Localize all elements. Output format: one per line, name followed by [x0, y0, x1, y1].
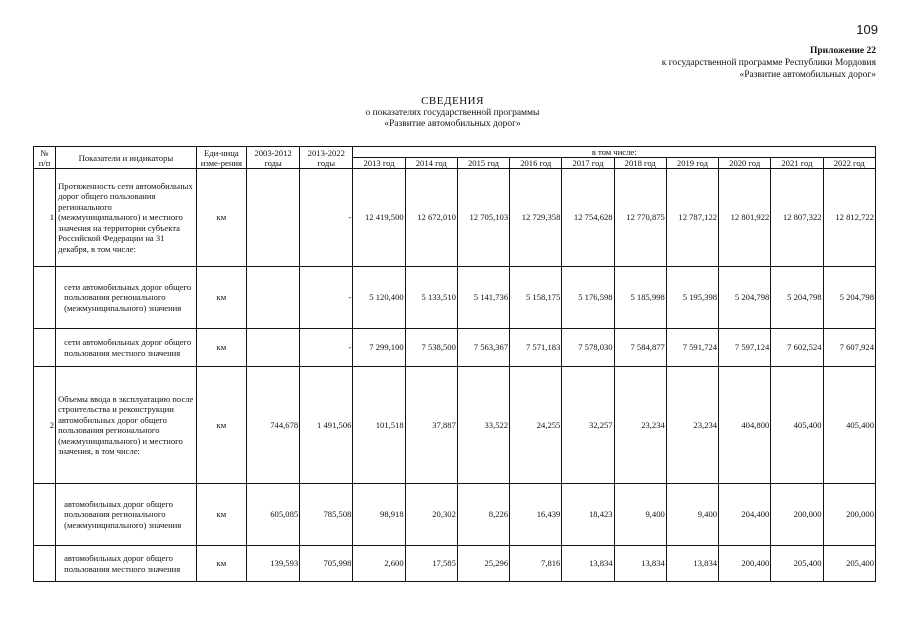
year-value: 7 538,500: [405, 329, 457, 367]
year-value: 2,600: [353, 546, 405, 582]
year-value: 32,257: [562, 367, 614, 484]
header-indicator: Показатели и индикаторы: [56, 147, 197, 169]
year-value: 7 578,030: [562, 329, 614, 367]
header-year: 2021 год: [771, 158, 823, 169]
header-year: 2016 год: [510, 158, 562, 169]
header-year: 2020 год: [719, 158, 771, 169]
row-number: [34, 484, 56, 546]
year-value: 5 158,175: [510, 267, 562, 329]
year-value: 7 602,524: [771, 329, 823, 367]
header-no: № п/п: [34, 147, 56, 169]
year-value: 8,226: [457, 484, 509, 546]
period-2003-2012-value: [246, 329, 299, 367]
year-value: 12 705,103: [457, 169, 509, 267]
year-value: 12 787,122: [666, 169, 718, 267]
document-heading: [0, 96, 905, 131]
year-value: 9,400: [666, 484, 718, 546]
appendix-title: Приложение 22: [809, 46, 876, 56]
indicator-name: автомобильных дорог общего пользования регионального (межмуниципального) значения: [56, 484, 197, 546]
year-value: 12 729,358: [510, 169, 562, 267]
appendix-line-1: к государственной программе Республики Мордовия: [661, 58, 876, 68]
year-value: 7 571,183: [510, 329, 562, 367]
year-value: 37,887: [405, 367, 457, 484]
year-value: 16,439: [510, 484, 562, 546]
year-value: 5 133,510: [405, 267, 457, 329]
period-2013-2022-value: -: [300, 169, 353, 267]
row-number: [34, 267, 56, 329]
row-number: [34, 329, 56, 367]
header-year: 2019 год: [666, 158, 718, 169]
year-value: 5 141,736: [457, 267, 509, 329]
year-value: 200,000: [771, 484, 823, 546]
year-value: 12 807,322: [771, 169, 823, 267]
year-value: 205,400: [771, 546, 823, 582]
header-year: 2017 год: [562, 158, 614, 169]
header-year: 2018 год: [614, 158, 666, 169]
unit-cell: км: [196, 329, 246, 367]
year-value: 101,518: [353, 367, 405, 484]
heading-line-1: о показателях государственной программы: [365, 107, 540, 118]
indicator-name: автомобильных дорог общего пользования местного значения: [56, 546, 197, 582]
year-value: 7 607,924: [823, 329, 875, 367]
year-value: 12 754,628: [562, 169, 614, 267]
year-value: 7 591,724: [666, 329, 718, 367]
table-row: [34, 546, 876, 582]
row-number: 1: [34, 169, 56, 267]
unit-cell: км: [196, 169, 246, 267]
period-2013-2022-value: 785,508: [300, 484, 353, 546]
heading-line-2: «Развитие автомобильных дорог»: [384, 119, 521, 129]
year-value: 5 120,400: [353, 267, 405, 329]
table-row: [34, 267, 876, 329]
indicator-name: Протяженность сети автомобильных дорог общего пользования регионального (межмуниципального) и местного значения на территории субъекта Российской Федерации на 31 декабря, в том числе:: [56, 169, 197, 267]
year-value: 204,400: [719, 484, 771, 546]
year-value: 13,834: [666, 546, 718, 582]
header-period-2003-2012: 2003-2012 годы: [246, 147, 299, 169]
year-value: 24,255: [510, 367, 562, 484]
year-value: 18,423: [562, 484, 614, 546]
year-value: 5 185,998: [614, 267, 666, 329]
year-value: 25,296: [457, 546, 509, 582]
year-value: 7,816: [510, 546, 562, 582]
period-2013-2022-value: 705,998: [300, 546, 353, 582]
year-value: 405,400: [823, 367, 875, 484]
year-value: 98,918: [353, 484, 405, 546]
year-value: 5 204,798: [771, 267, 823, 329]
header-unit: Еди-ница изме-рения: [196, 147, 246, 169]
year-value: 205,400: [823, 546, 875, 582]
year-value: 23,234: [614, 367, 666, 484]
indicator-name: сети автомобильных дорог общего пользования регионального (межмуниципального) значения: [56, 267, 197, 329]
period-2013-2022-value: -: [300, 267, 353, 329]
year-value: 13,834: [562, 546, 614, 582]
appendix-block: [662, 45, 876, 81]
year-value: 33,522: [457, 367, 509, 484]
table-row: [34, 367, 876, 484]
year-value: 13,834: [614, 546, 666, 582]
period-2003-2012-value: [246, 267, 299, 329]
table-row: [34, 329, 876, 367]
indicator-name: Объемы ввода в эксплуатацию после строительства и реконструкции автомобильных дорог общего пользования регионального (межмуниципального) и местного значения, в том числе:: [56, 367, 197, 484]
year-value: 23,234: [666, 367, 718, 484]
document-title: СВЕДЕНИЯ: [421, 95, 484, 107]
year-value: 12 801,922: [719, 169, 771, 267]
year-value: 7 584,877: [614, 329, 666, 367]
year-value: 404,800: [719, 367, 771, 484]
header-year: 2014 год: [405, 158, 457, 169]
year-value: 7 563,367: [457, 329, 509, 367]
period-2003-2012-value: [246, 169, 299, 267]
unit-cell: км: [196, 546, 246, 582]
year-value: 12 672,010: [405, 169, 457, 267]
header-year: 2022 год: [823, 158, 875, 169]
period-2003-2012-value: 744,678: [246, 367, 299, 484]
year-value: 405,400: [771, 367, 823, 484]
header-year: 2015 год: [457, 158, 509, 169]
year-value: 5 204,798: [719, 267, 771, 329]
year-value: 200,400: [719, 546, 771, 582]
header-including: в том числе:: [353, 147, 876, 158]
year-value: 12 812,722: [823, 169, 875, 267]
year-value: 17,585: [405, 546, 457, 582]
period-2003-2012-value: 139,593: [246, 546, 299, 582]
year-value: 12 770,875: [614, 169, 666, 267]
unit-cell: км: [196, 267, 246, 329]
indicator-name: сети автомобильных дорог общего пользования местного значения: [56, 329, 197, 367]
period-2013-2022-value: 1 491,506: [300, 367, 353, 484]
period-2013-2022-value: -: [300, 329, 353, 367]
year-value: 7 597,124: [719, 329, 771, 367]
year-value: 7 299,100: [353, 329, 405, 367]
year-value: 5 176,598: [562, 267, 614, 329]
appendix-line-2: «Развитие автомобильных дорог»: [739, 70, 876, 80]
year-value: 9,400: [614, 484, 666, 546]
year-value: 5 195,398: [666, 267, 718, 329]
year-value: 20,302: [405, 484, 457, 546]
period-2003-2012-value: 605,085: [246, 484, 299, 546]
header-year: 2013 год: [353, 158, 405, 169]
indicators-table: [33, 146, 876, 582]
row-number: 2: [34, 367, 56, 484]
table-row: [34, 169, 876, 267]
table-row: [34, 484, 876, 546]
page-number: 109: [856, 22, 878, 37]
year-value: 200,000: [823, 484, 875, 546]
unit-cell: км: [196, 484, 246, 546]
header-period-2013-2022: 2013-2022 годы: [300, 147, 353, 169]
year-value: 12 419,500: [353, 169, 405, 267]
unit-cell: км: [196, 367, 246, 484]
row-number: [34, 546, 56, 582]
year-value: 5 204,798: [823, 267, 875, 329]
